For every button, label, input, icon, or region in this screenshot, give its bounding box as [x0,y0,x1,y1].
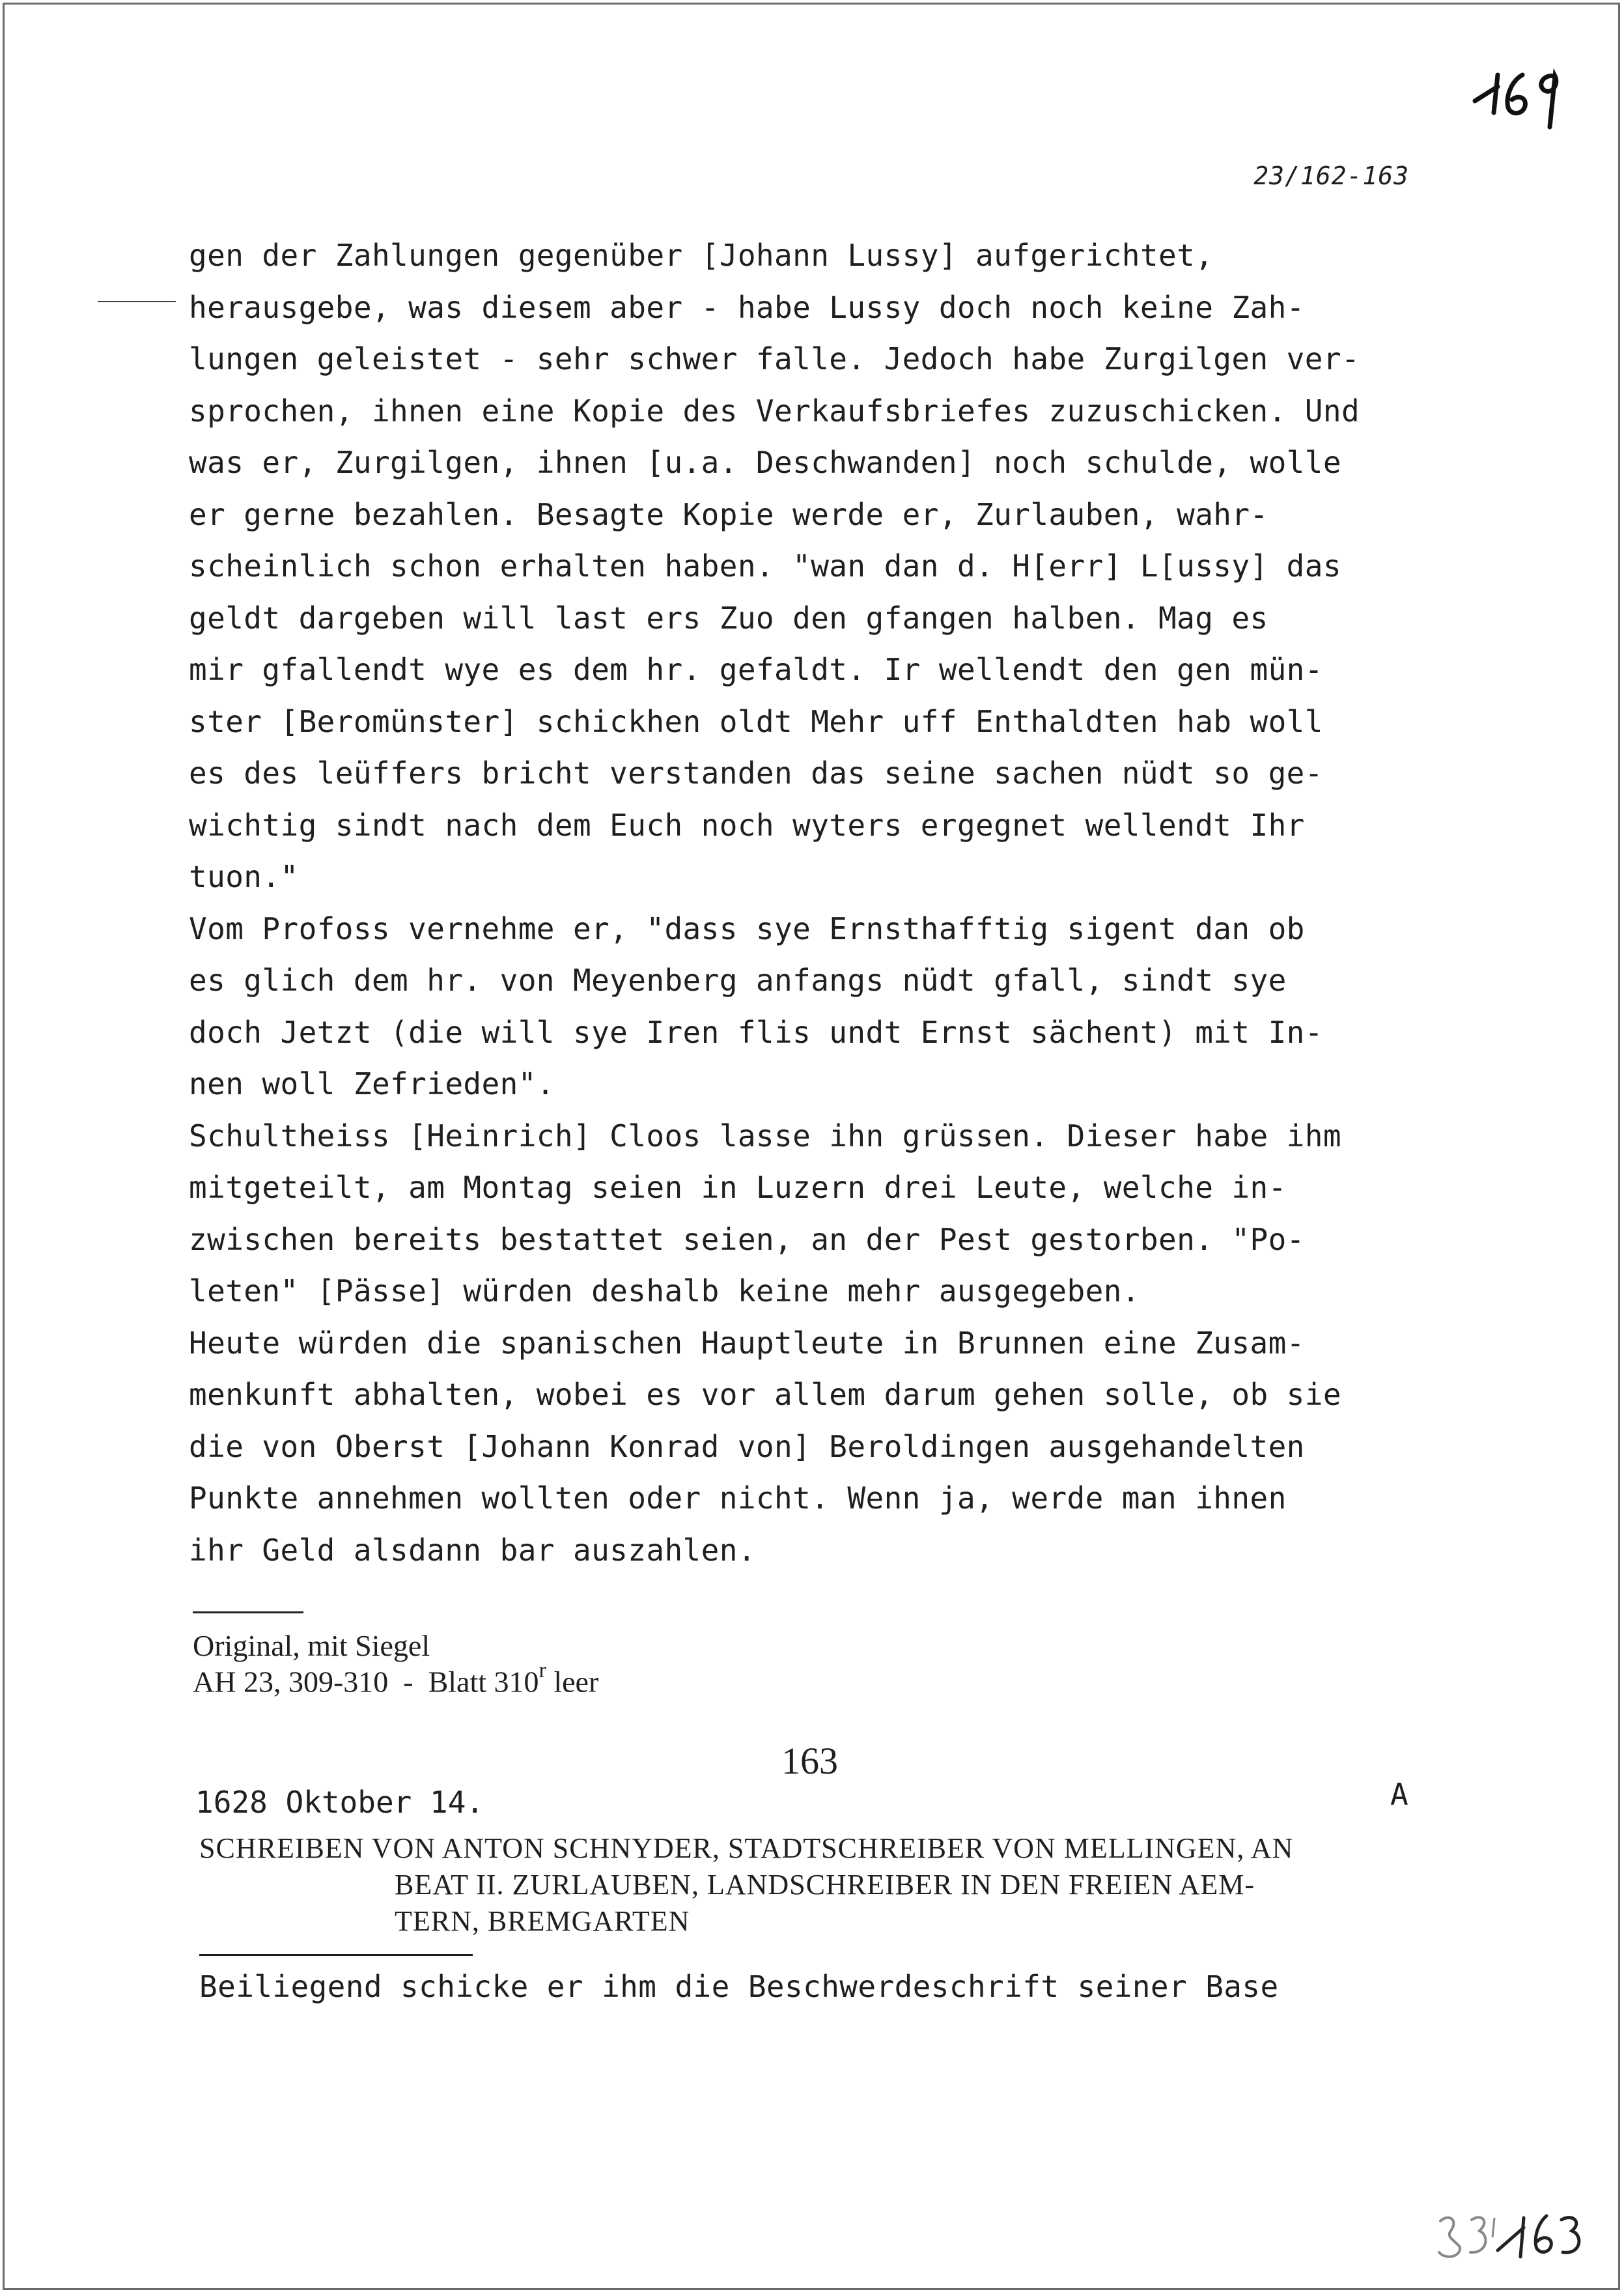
text-line: mir gfallendt wye es dem hr. gefaldt. Ir wellendt den gen mün- [189,652,1323,687]
text-line: herausgebe, was diesem aber - habe Lussy doch noch keine Zah- [189,289,1305,325]
text-line: sprochen, ihnen eine Kopie des Verkaufsbriefes zuzuschicken. Und [189,393,1360,429]
text-line: er gerne bezahlen. Besagte Kopie werde er, Zurlauben, wahr- [189,496,1268,532]
text-line: wichtig sindt nach dem Euch noch wyters ergegnet wellendt Ihr [189,807,1305,843]
title-divider [199,1954,473,1956]
text-line: gen der Zahlungen gegenüber [Johann Lussy] aufgerichtet, [189,238,1214,273]
margin-dash [98,301,176,302]
reference-number: 23/162-163 [1253,162,1409,190]
source-note-line-1: Original, mit Siegel [193,1629,430,1662]
text-line: es des leüffers bricht verstanden das seine sachen nüdt so ge- [189,756,1323,791]
entry-title-line: SCHREIBEN VON ANTON SCHNYDER, STADTSCHREIBER VON MELLINGEN, AN [199,1832,1294,1864]
footnote-divider [193,1611,303,1613]
recto-superscript: r [539,1658,546,1682]
entry-letter: A [1390,1777,1408,1812]
text-line: ster [Beromünster] schickhen oldt Mehr uff Enthaldten hab woll [189,703,1323,739]
text-line: leten" [Pässe] würden deshalb keine mehr ausgegeben. [189,1273,1140,1309]
text-line: zwischen bereits bestattet seien, an der Pest gestorben. "Po- [189,1221,1305,1257]
entry-title-line: TERN, BREMGARTEN [395,1905,690,1937]
text-line: Heute würden die spanischen Hauptleute in Brunnen eine Zusam- [189,1325,1305,1361]
handwritten-bottom-reference [1433,2202,1589,2273]
text-line: scheinlich schon erhalten haben. "wan dan d. H[err] L[ussy] das [189,548,1341,584]
text-line: geldt dargeben will last ers Zuo den gfangen halben. Mag es [189,600,1268,636]
text-line: doch Jetzt (die will sye Iren flis undt Ernst sächent) mit In- [189,1014,1323,1050]
entry-number: 163 [781,1740,838,1782]
entry-title-line: BEAT II. ZURLAUBEN, LANDSCHREIBER IN DEN FREIEN AEM- [395,1869,1255,1901]
text-line: ihr Geld alsdann bar auszahlen. [189,1532,756,1568]
text-line: die von Oberst [Johann Konrad von] Beroldingen ausgehandelten [189,1428,1305,1464]
handwritten-folio-number [1472,62,1569,134]
text-line: menkunft abhalten, wobei es vor allem darum gehen solle, ob sie [189,1377,1341,1412]
entry-date: 1628 Oktober 14. [195,1785,484,1820]
text-line: Schultheiss [Heinrich] Cloos lasse ihn grüssen. Dieser habe ihm [189,1118,1341,1154]
source-note-suffix: leer [546,1665,599,1699]
entry-first-line: Beiliegend schicke er ihm die Beschwerdeschrift seiner Base [199,1969,1279,2004]
text-line: lungen geleistet - sehr schwer falle. Jedoch habe Zurgilgen ver- [189,341,1360,376]
text-line: es glich dem hr. von Meyenberg anfangs nüdt gfall, sindt sye [189,963,1287,998]
text-line: was er, Zurgilgen, ihnen [u.a. Deschwanden] noch schulde, wolle [189,445,1341,480]
text-line: mitgeteilt, am Montag seien in Luzern drei Leute, welche in- [189,1170,1287,1205]
source-note-line-2 [193,1658,599,1699]
text-line: Vom Profoss vernehme er, "dass sye Ernsthafftig sigent dan ob [189,911,1305,946]
text-line: tuon." [189,859,299,894]
text-line: Punkte annehmen wollten oder nicht. Wenn ja, werde man ihnen [189,1480,1287,1516]
text-line: nen woll Zefrieden". [189,1066,555,1101]
body-text [189,230,1439,1576]
source-note-text: AH 23, 309-310 - Blatt 310 [193,1665,539,1699]
